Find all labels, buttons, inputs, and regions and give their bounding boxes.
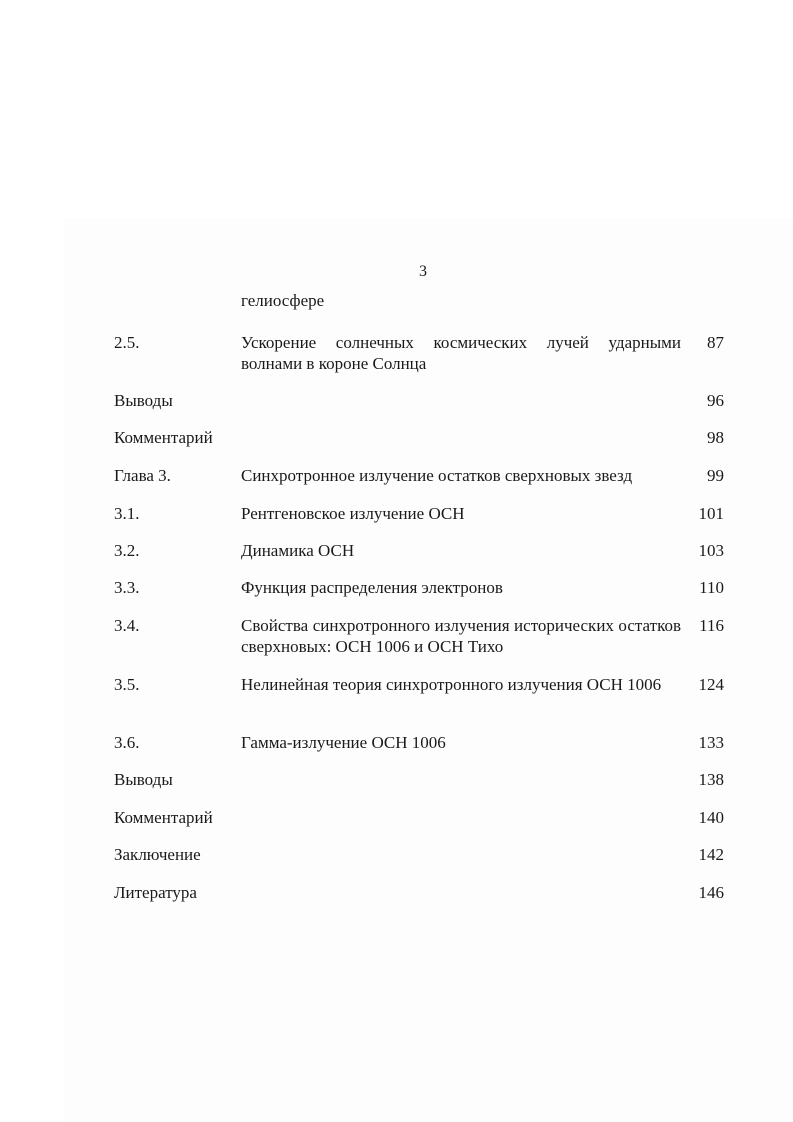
toc-entry-page: 101 <box>698 504 724 523</box>
toc-entry-title: Комментарий <box>114 808 213 827</box>
toc-entry-page: 110 <box>699 578 724 597</box>
toc-entry-page: 103 <box>698 541 724 560</box>
toc-entry-page: 99 <box>707 466 724 485</box>
toc-entry-page: 133 <box>698 733 724 752</box>
toc-entry-number: 3.3. <box>114 578 140 597</box>
toc-entry-page: 146 <box>698 883 724 902</box>
toc-entry-page: 116 <box>699 616 724 635</box>
toc-entry-page: 140 <box>698 808 724 827</box>
toc-entry-title: Свойства синхротронного излучения исторических остатков сверхновых: ОСН 1006 и ОСН Тихо <box>241 616 681 656</box>
toc-entry-page: 142 <box>698 845 724 864</box>
toc-entry-title: Ускорение солнечных космических лучей ударными волнами в короне Солнца <box>241 333 681 373</box>
toc-entry-title: Функция распределения электронов <box>241 578 503 597</box>
toc-entry-title: Синхротронное излучение остатков сверхновых звезд <box>241 466 633 485</box>
page-number: 3 <box>419 263 427 280</box>
toc-entry-title: Нелинейная теория синхротронного излучения ОСН 1006 <box>241 675 662 694</box>
toc-entry-number: 3.4. <box>114 616 140 635</box>
toc-entry-page: 87 <box>707 333 724 352</box>
toc-entry-number: 2.5. <box>114 333 140 352</box>
toc-entry-page: 96 <box>707 391 724 410</box>
toc-entry-number: 3.2. <box>114 541 140 560</box>
toc-entry-number: 3.5. <box>114 675 140 694</box>
toc-entry-title: Литература <box>114 883 197 902</box>
toc-entry-number: 3.6. <box>114 733 140 752</box>
toc-entry-number: 3.1. <box>114 504 140 523</box>
toc-entry-title: Заключение <box>114 845 201 864</box>
toc-entry-title: Выводы <box>114 770 173 789</box>
toc-entry-number: Глава 3. <box>114 466 171 485</box>
toc-entry-title: Динамика ОСН <box>241 541 355 560</box>
toc-entry-page: 138 <box>698 770 724 789</box>
toc-entry-page: 98 <box>707 428 724 447</box>
toc-entry-title: Комментарий <box>114 428 213 447</box>
toc-entry-page: 124 <box>698 675 724 694</box>
toc-entry-title: Рентгеновское излучение ОСН <box>241 504 465 523</box>
toc-entry-title: Гамма-излучение ОСН 1006 <box>241 733 446 752</box>
toc-continuation-text: гелиосфере <box>241 291 325 310</box>
toc-entry-title: Выводы <box>114 391 173 410</box>
